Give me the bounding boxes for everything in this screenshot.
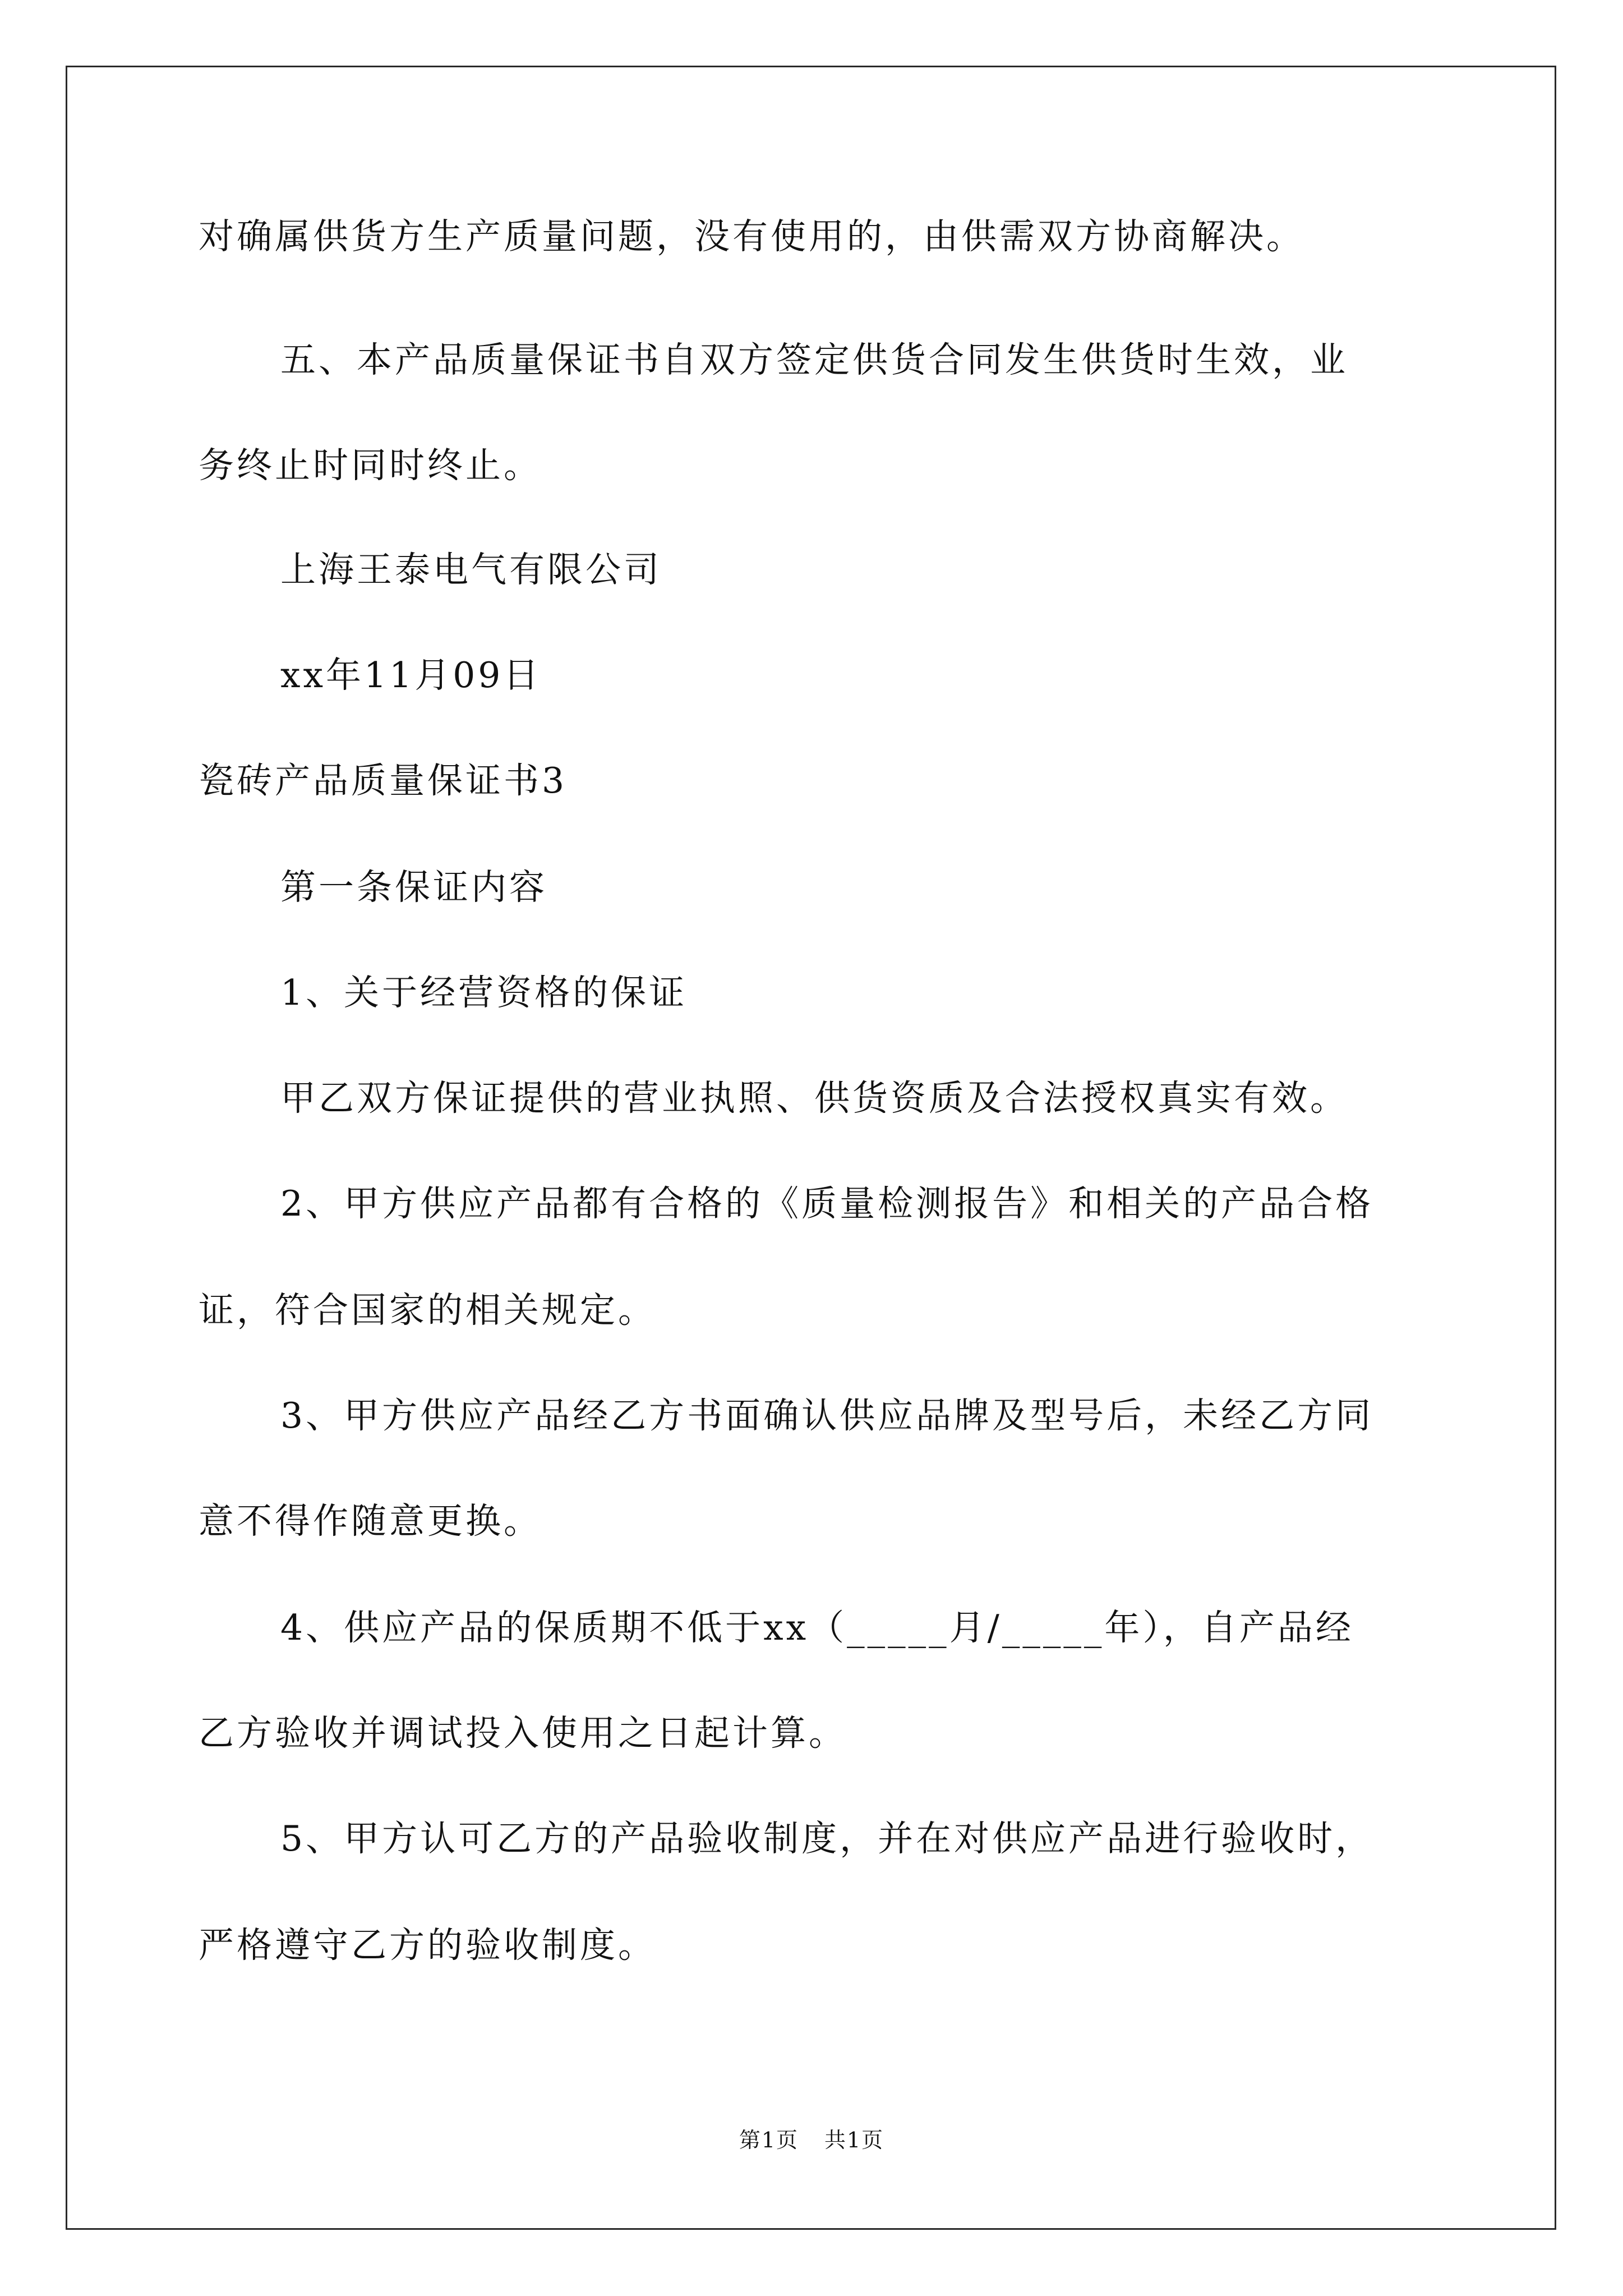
page-border [66, 66, 1556, 2230]
article-heading: 第一条保证内容 [280, 867, 547, 908]
text-line: 严格遵守乙方的验收制度。 [199, 1925, 656, 1966]
text-line: 2、甲方供应产品都有合格的《质量检测报告》和相关的产品合格 [280, 1183, 1374, 1224]
text-line: 意不得作随意更换。 [199, 1501, 542, 1542]
text-line: 乙方验收并调试投入使用之日起计算。 [199, 1713, 847, 1754]
text-line: 证，符合国家的相关规定。 [199, 1290, 656, 1331]
section-title: 瓷砖产品质量保证书3 [199, 760, 568, 801]
text-line: 务终止时同时终止。 [199, 445, 542, 486]
text-line: 五、本产品质量保证书自双方签定供货合同发生供货时生效，业 [280, 339, 1348, 380]
date-line: xx年11月09日 [280, 655, 542, 696]
text-line: 3、甲方供应产品经乙方书面确认供应品牌及型号后，未经乙方同 [280, 1395, 1374, 1436]
text-line: 对确属供货方生产质量问题，没有使用的，由供需双方协商解决。 [199, 216, 1304, 257]
text-line: 甲乙双方保证提供的营业执照、供货资质及合法授权真实有效。 [280, 1078, 1348, 1119]
page-number: 第1页 [739, 2128, 799, 2152]
page-total: 共1页 [824, 2128, 884, 2152]
text-line: 5、甲方认可乙方的产品验收制度，并在对供应产品进行验收时， [280, 1818, 1374, 1859]
company-name: 上海王泰电气有限公司 [280, 549, 662, 590]
clause-heading: 1、关于经营资格的保证 [280, 972, 688, 1013]
page-footer [0, 2126, 1623, 2154]
text-line: 4、供应产品的保质期不低于xx（_____月/_____年），自产品经 [280, 1607, 1354, 1648]
